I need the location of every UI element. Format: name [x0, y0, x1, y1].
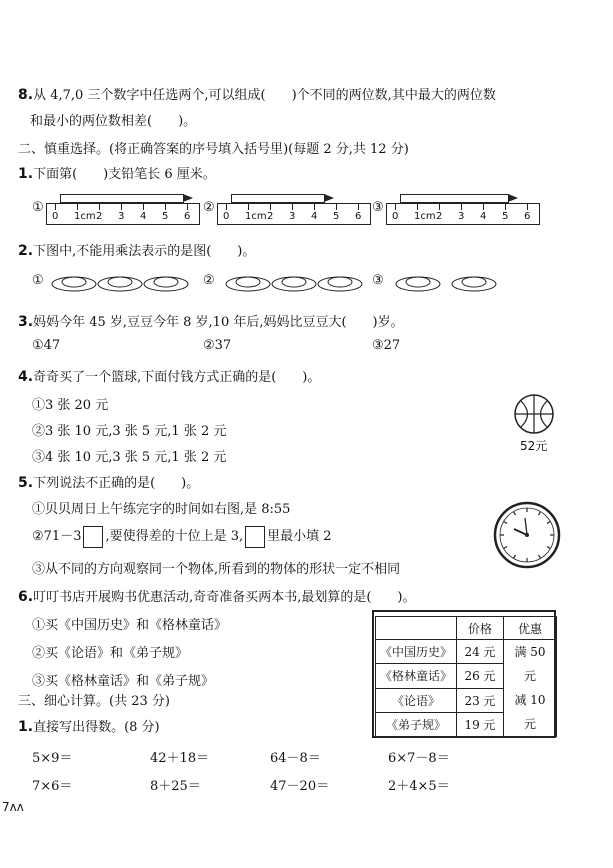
ruler-tick [505, 204, 506, 210]
ruler-tick-label: 2 [96, 211, 103, 222]
ruler-tick [121, 204, 122, 210]
ruler-tick [336, 204, 337, 210]
plate-group-1 [52, 277, 188, 291]
calc-7: 47－20＝ [270, 779, 330, 794]
ruler-tick-label: 1cm [245, 211, 267, 222]
ruler-tick [461, 204, 462, 210]
basketball-icon [512, 392, 556, 436]
calc-5: 7×6＝ [32, 779, 73, 794]
clock-icon [492, 500, 562, 570]
calc-8: 2＋4×5＝ [388, 779, 450, 794]
s2-question-5 [18, 472, 199, 491]
ruler-tick [165, 204, 166, 210]
option-a: ①买《中国历史》和《格林童话》 [32, 618, 228, 633]
question-text: 直接写出得数。(8 分) [33, 720, 160, 735]
ruler-tick [187, 204, 188, 210]
header-cell: 优惠 [504, 617, 557, 640]
ruler-tick [439, 204, 440, 210]
page-mark: ᴧᴧ [9, 800, 24, 814]
book-price: 23 元 [457, 688, 504, 712]
pencil [231, 194, 325, 203]
ruler-tick-label: 0 [392, 211, 399, 222]
ruler-tick [483, 204, 484, 210]
book-title: 《论语》 [376, 688, 457, 712]
question-number: 6. [18, 589, 34, 605]
opt-1-label: ① [32, 273, 44, 288]
option-c: ③从不同的方向观察同一个物体,所看到的物体的形状一定不相同 [32, 562, 401, 577]
ruler-tick [226, 204, 227, 210]
blank-box [245, 526, 265, 548]
question-number: 1. [18, 719, 34, 735]
ruler-tick-label: 2 [436, 211, 443, 222]
question-number: 1. [18, 166, 34, 182]
ruler-tick-label: 0 [52, 211, 59, 222]
option-b-part2: ,要使得差的十位上是 3, [105, 529, 244, 544]
promo-cell [504, 640, 557, 737]
ruler-tick-label: 4 [480, 211, 487, 222]
s2-question-4 [18, 366, 320, 385]
question-text: 下面第( )支铅笔长 6 厘米。 [33, 167, 216, 182]
ruler-tick-label: 5 [162, 211, 169, 222]
ruler [217, 203, 371, 225]
s2-question-3 [18, 311, 404, 330]
s2-question-2 [18, 240, 255, 259]
pencil [60, 194, 184, 203]
option-b [32, 525, 332, 548]
page-number [2, 800, 24, 814]
option-b: ②3 张 10 元,3 张 5 元,1 张 2 元 [32, 424, 227, 439]
question-8 [18, 84, 496, 103]
ruler-tick [77, 204, 78, 210]
ruler-tick-label: 6 [524, 211, 531, 222]
ruler-tick [248, 204, 249, 210]
option-a: ①贝贝周日上午练完字的时间如右图,是 8:55 [32, 502, 291, 517]
question-number: 8. [18, 87, 34, 103]
book-price: 24 元 [457, 640, 504, 664]
s2-question-1 [18, 163, 216, 182]
s3-question-1 [18, 716, 160, 735]
ruler-option-label: ② [203, 200, 215, 215]
option-c: ③买《格林童话》和《弟子规》 [32, 674, 215, 689]
question-number: 5. [18, 475, 34, 491]
ruler-tick [527, 204, 528, 210]
option-b: ②37 [203, 338, 232, 353]
question-number: 2. [18, 243, 34, 259]
question-text: 叮叮书店开展购书优惠活动,奇奇准备买两本书,最划算的是( )。 [33, 590, 416, 605]
ruler-tick-label: 3 [118, 211, 125, 222]
book-title: 《中国历史》 [376, 640, 457, 664]
opt-3-label: ③ [372, 273, 384, 288]
ruler-tick [417, 204, 418, 210]
ruler-tick-label: 1cm [74, 211, 96, 222]
ruler-tick-label: 4 [311, 211, 318, 222]
ruler-tick [314, 204, 315, 210]
ruler-tick-label: 2 [267, 211, 274, 222]
book-title: 《格林童话》 [376, 664, 457, 688]
calc-6: 8＋25＝ [150, 779, 201, 794]
header-cell: 价格 [457, 617, 504, 640]
page-number-value: 7 [2, 800, 10, 814]
price-table [375, 616, 557, 737]
ruler-tick-label: 0 [223, 211, 230, 222]
question-text: 下图中,不能用乘法表示的是图( )。 [33, 244, 256, 259]
ruler-tick-label: 6 [355, 211, 362, 222]
option-a: ①47 [32, 338, 61, 353]
option-b-part1: ②71－3 [32, 529, 82, 544]
s2-question-6 [18, 586, 415, 605]
ruler-tick [358, 204, 359, 210]
calc-2: 42＋18＝ [150, 751, 210, 766]
header-cell [376, 617, 457, 640]
option-c: ③27 [372, 338, 401, 353]
book-price: 26 元 [457, 664, 504, 688]
book-title: 《弟子规》 [376, 712, 457, 736]
ruler-tick-label: 1cm [414, 211, 436, 222]
ruler [386, 203, 540, 225]
ruler-tick [55, 204, 56, 210]
section-3-title: 三、细心计算。(共 23 分) [18, 694, 170, 709]
ruler-tick-label: 6 [184, 211, 191, 222]
calc-4: 6×7－8＝ [388, 751, 450, 766]
question-text: 下列说法不正确的是( )。 [33, 476, 200, 491]
ruler-option-label: ③ [372, 200, 384, 215]
blank-box [83, 526, 103, 548]
calc-1: 5×9＝ [32, 751, 73, 766]
option-a: ①3 张 20 元 [32, 398, 109, 413]
ruler-tick-label: 3 [289, 211, 296, 222]
ruler-tick [270, 204, 271, 210]
option-b: ②买《论语》和《弟子规》 [32, 646, 189, 661]
ruler [46, 203, 200, 225]
promo-line-2: 减 10 元 [514, 693, 546, 731]
question-text: 奇奇买了一个篮球,下面付钱方式正确的是( )。 [33, 370, 321, 385]
option-b-part3: 里最小填 2 [267, 529, 332, 544]
plate-group-3 [396, 277, 496, 291]
ruler-tick [99, 204, 100, 210]
question-text: 妈妈今年 45 岁,豆豆今年 8 岁,10 年后,妈妈比豆豆大( )岁。 [33, 315, 404, 330]
ruler-tick-label: 4 [140, 211, 147, 222]
question-text: 从 4,7,0 三个数字中任选两个,可以组成( )个不同的两位数,其中最大的两位数 [33, 88, 496, 103]
book-price: 19 元 [457, 712, 504, 736]
section-2-title: 二、慎重选择。(将正确答案的序号填入括号里)(每题 2 分,共 12 分) [18, 142, 409, 157]
ruler-option-label: ① [32, 200, 44, 215]
plate-group-2 [226, 277, 362, 291]
question-8-line2: 和最小的两位数相差( )。 [30, 114, 197, 129]
calc-3: 64－8＝ [270, 751, 321, 766]
pencil [400, 194, 509, 203]
ruler-tick [143, 204, 144, 210]
ruler-tick-label: 5 [502, 211, 509, 222]
promo-line-1: 满 50 元 [514, 645, 546, 683]
plates-figures [48, 266, 608, 300]
option-c: ③4 张 10 元,3 张 5 元,1 张 2 元 [32, 450, 227, 465]
basketball-price: 52元 [520, 439, 548, 453]
question-number: 3. [18, 314, 34, 330]
question-number: 4. [18, 369, 34, 385]
ruler-tick-label: 5 [333, 211, 340, 222]
opt-2-label: ② [203, 273, 215, 288]
ruler-tick-label: 3 [458, 211, 465, 222]
ruler-tick [395, 204, 396, 210]
ruler-tick [292, 204, 293, 210]
